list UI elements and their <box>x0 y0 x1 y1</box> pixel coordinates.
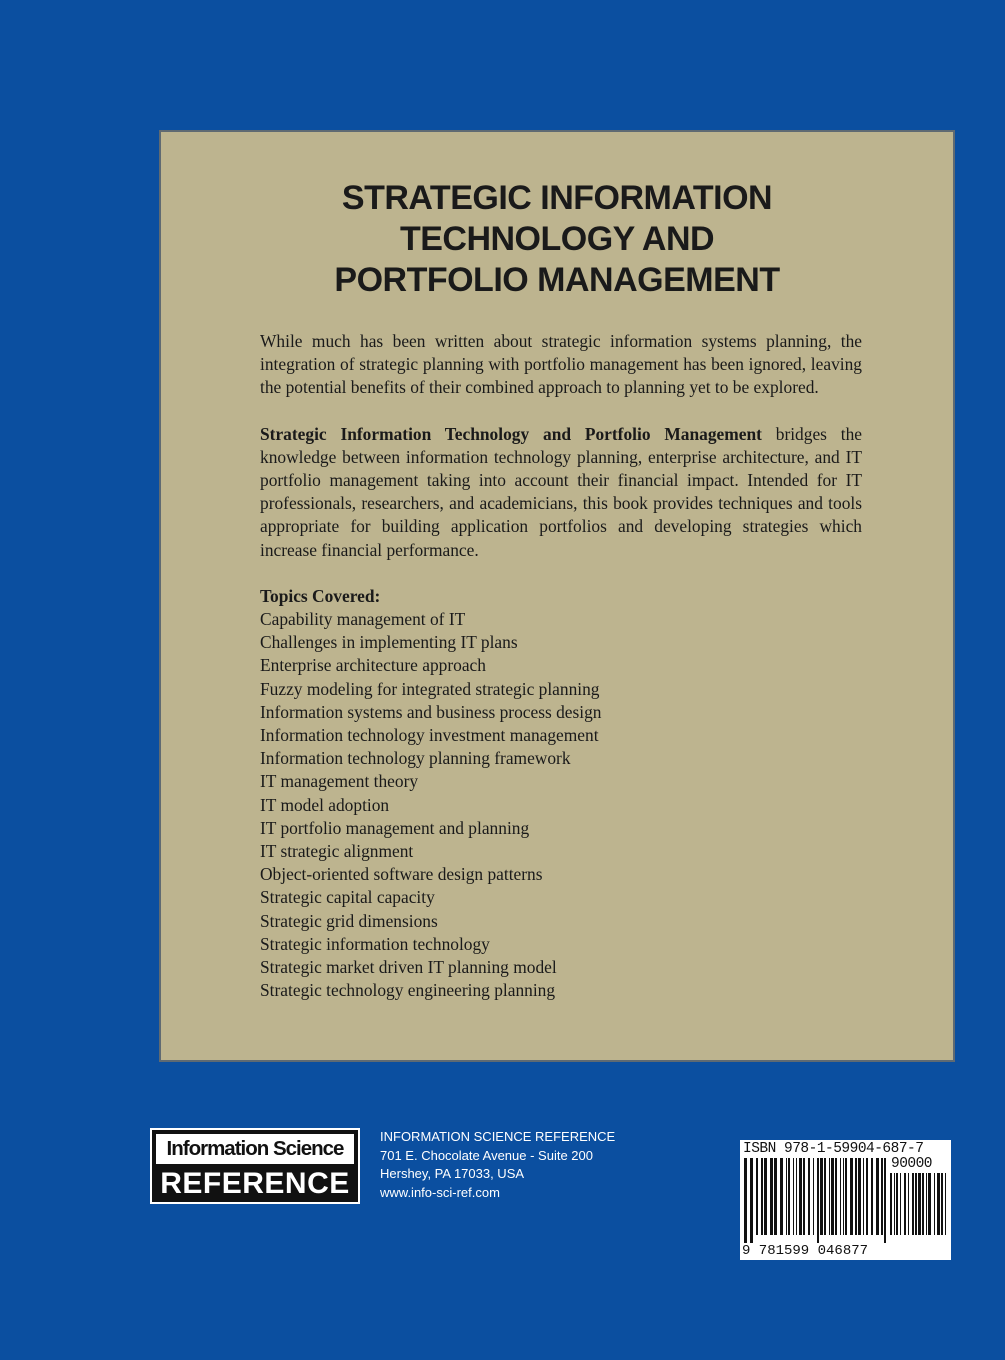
summary-paragraph <box>260 423 862 562</box>
barcode-bar <box>904 1173 906 1235</box>
barcode-bar <box>824 1158 826 1235</box>
topic-item: Information systems and business process design <box>260 701 602 722</box>
barcode-bar <box>855 1158 857 1235</box>
barcode-bar <box>831 1158 834 1235</box>
topic-item: Strategic market driven IT planning model <box>260 957 557 978</box>
publisher-logo <box>150 1128 360 1204</box>
barcode-bar <box>918 1173 921 1235</box>
topic-item: Fuzzy modeling for integrated strategic planning <box>260 678 600 699</box>
barcode-bar <box>937 1173 940 1235</box>
barcode-bar <box>840 1158 841 1235</box>
barcode-bar <box>850 1158 853 1235</box>
book-title <box>161 178 953 301</box>
topic-item: Challenges in implementing IT plans <box>260 632 518 653</box>
barcode-bar <box>934 1173 935 1235</box>
topic-item: Information technology planning framework <box>260 748 571 769</box>
topic-item: IT management theory <box>260 771 419 792</box>
barcode-bar <box>912 1173 914 1235</box>
barcode-bar <box>817 1158 819 1243</box>
barcode-bar <box>866 1158 868 1235</box>
book-description <box>260 330 862 1002</box>
publisher-address <box>380 1128 615 1202</box>
topics-list <box>260 608 862 1002</box>
topic-item: Strategic information technology <box>260 933 490 954</box>
barcode-bar <box>945 1173 946 1235</box>
barcode-bar <box>915 1173 917 1235</box>
barcode-bar <box>813 1158 814 1235</box>
barcode-bar <box>926 1173 927 1235</box>
barcode-bar <box>928 1173 931 1235</box>
summary-book-title: Strategic Information Technology and Portfolio Management <box>260 423 762 444</box>
barcode-bar <box>799 1158 802 1235</box>
barcode-bar <box>796 1158 797 1235</box>
barcode-bar <box>835 1158 837 1235</box>
barcode-bar <box>863 1158 864 1235</box>
topic-item: Strategic capital capacity <box>260 887 435 908</box>
barcode-bar <box>761 1158 763 1235</box>
topic-item: Information technology investment management <box>260 725 599 746</box>
barcode-bar <box>896 1173 898 1235</box>
ean-barcode-bars <box>744 1158 888 1243</box>
addon-barcode-bars <box>890 1173 946 1243</box>
barcode-bar <box>941 1173 943 1235</box>
topics-heading: Topics Covered: <box>260 585 381 606</box>
barcode-bar <box>845 1158 847 1235</box>
barcode-bar <box>829 1158 830 1235</box>
barcode-bar <box>803 1158 805 1235</box>
price-code: 90000 <box>891 1156 933 1172</box>
barcode-bar <box>884 1158 886 1243</box>
logo-bottom-text: REFERENCE <box>160 1167 350 1200</box>
ean-digits: 9 781599 046877 <box>742 1243 869 1259</box>
barcode-bar <box>876 1158 879 1235</box>
barcode-bar <box>871 1158 873 1235</box>
barcode-bar <box>881 1158 883 1235</box>
barcode-bar <box>788 1158 790 1235</box>
title-line: STRATEGIC INFORMATION <box>341 179 773 217</box>
address-line: INFORMATION SCIENCE REFERENCE <box>380 1129 616 1144</box>
barcode-bar <box>890 1173 892 1235</box>
barcode-bar <box>908 1173 909 1235</box>
address-line: www.info-sci-ref.com <box>380 1184 500 1200</box>
title-line: PORTFOLIO MANAGEMENT <box>334 261 780 299</box>
barcode-bar <box>922 1173 924 1235</box>
topic-item: IT strategic alignment <box>260 841 414 862</box>
topic-item: Capability management of IT <box>260 609 466 630</box>
barcode-bar <box>808 1158 810 1235</box>
intro-paragraph: While much has been written about strategic information systems planning, the integration of strategic planning with portfolio management has been ignored, leaving the potential benefits of their combined approach to planning yet to be explored. <box>260 331 862 398</box>
address-line: Hershey, PA 17033, USA <box>380 1166 525 1181</box>
barcode-bar <box>770 1158 773 1235</box>
topic-item: Strategic grid dimensions <box>260 910 438 931</box>
barcode-bar <box>843 1158 844 1235</box>
title-line: TECHNOLOGY AND <box>399 220 715 258</box>
barcode-bar <box>744 1158 747 1243</box>
address-line: 701 E. Chocolate Avenue - Suite 200 <box>380 1147 593 1163</box>
barcode-bar <box>756 1158 758 1235</box>
topic-item: Strategic technology engineering planning <box>260 980 556 1001</box>
topic-item: Enterprise architecture approach <box>260 655 486 676</box>
isbn-label: ISBN 978-1-59904-687-7 <box>743 1141 924 1157</box>
barcode-bar <box>780 1158 783 1235</box>
back-cover-panel <box>159 130 955 1062</box>
barcode-bar <box>774 1158 777 1235</box>
barcode-bar <box>786 1158 787 1235</box>
barcode-bar <box>858 1158 861 1235</box>
topic-item: Object-oriented software design patterns <box>260 864 543 885</box>
logo-top-text: Information Science <box>156 1134 354 1164</box>
topic-item: IT model adoption <box>260 794 390 815</box>
barcode-bar <box>750 1158 753 1243</box>
summary-text: bridges the knowledge between information technology planning, enterprise architecture, and IT portfolio management taking into account their financial impact. Intended for IT professionals, researchers, and academicians, this book provides techniques and tools appropriate for building application portfolios and developing strategies which increase financial performance. <box>260 423 863 560</box>
barcode-bar <box>894 1173 895 1235</box>
barcode-bar <box>764 1158 767 1235</box>
isbn-barcode <box>740 1140 951 1260</box>
barcode-bar <box>820 1158 823 1235</box>
barcode-bar <box>793 1158 794 1235</box>
topic-item: IT portfolio management and planning <box>260 817 530 838</box>
barcode-bar <box>900 1173 901 1235</box>
